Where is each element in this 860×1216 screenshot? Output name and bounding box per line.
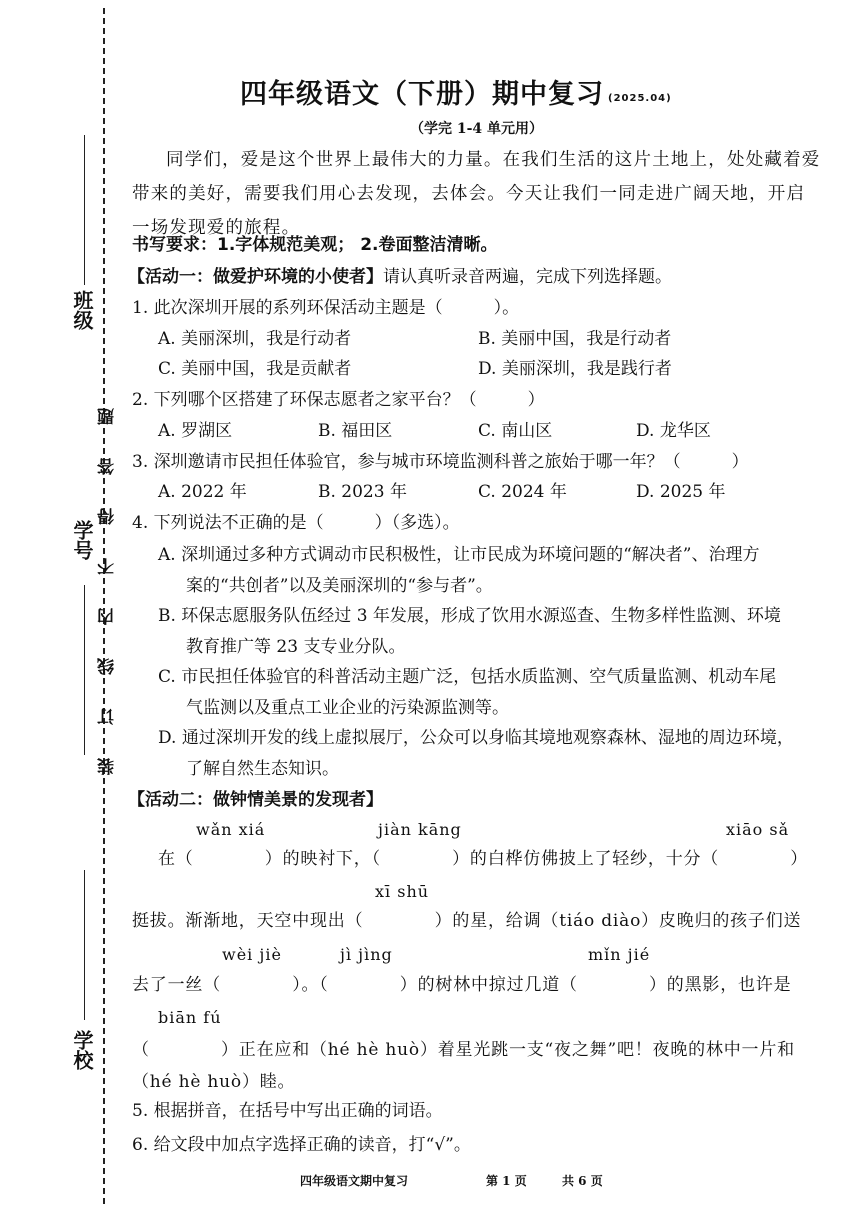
q4-option-b-line1[interactable]: B. 环保志愿服务队伍经过 3 年发展，形成了饮用水源巡查、生物多样性监测、环境	[158, 606, 781, 626]
exam-date: (2025.04)	[608, 93, 672, 104]
q2-stem: 2. 下列哪个区搭建了环保志愿者之家平台？（ ）	[132, 390, 545, 410]
class-blank-line	[84, 135, 85, 285]
pinyin-7: mǐn jié	[588, 945, 651, 964]
q4-option-d-line2: 了解自然生态知识。	[186, 759, 339, 779]
passage-line-4: （ ）正在应和（hé hè huò）着星光跳一支“夜之舞”吧！夜晚的林中一片和	[132, 1040, 795, 1060]
page-subtitle: （学完 1-4 单元用）	[410, 121, 544, 137]
q4-option-d-line1[interactable]: D. 通过深圳开发的线上虚拟展厅，公众可以身临其境地观察森林、湿地的周边环境，	[158, 728, 794, 748]
pinyin-4: xī shū	[375, 882, 430, 901]
student-id-label: 学号	[70, 520, 94, 560]
activity1-instruction: 请认真听录音两遍，完成下列选择题。	[383, 267, 672, 287]
pinyin-3: xiāo sǎ	[726, 820, 790, 839]
q6-stem: 6. 给文段中加点字选择正确的读音，打“√”。	[132, 1135, 471, 1155]
q3-option-a[interactable]: A. 2022 年	[158, 482, 247, 502]
q2-option-b[interactable]: B. 福田区	[318, 421, 393, 441]
passage-line-5: （hé hè huò）睦。	[132, 1072, 296, 1092]
passage-line-1: 在（ ）的映衬下，（ ）的白桦仿佛披上了轻纱，十分（ ）	[158, 849, 809, 869]
title-text: 四年级语文（下册）期中复习	[240, 79, 604, 110]
q4-option-b-line2: 教育推广等 23 支专业分队。	[186, 637, 406, 657]
page-title	[240, 72, 672, 111]
q4-option-c-line2: 气监测以及重点工业企业的污染源监测等。	[186, 698, 509, 718]
q4-option-c-line1[interactable]: C. 市民担任体验官的科普活动主题广泛，包括水质监测、空气质量监测、机动车尾	[158, 667, 777, 687]
q1-option-b[interactable]: B. 美丽中国，我是行动者	[478, 329, 672, 349]
pinyin-6: jì jìng	[340, 945, 393, 964]
q4-option-a-line1[interactable]: A. 深圳通过多种方式调动市民积极性，让市民成为环境问题的“解决者”、治理方	[158, 545, 760, 565]
school-label: 学校	[70, 1030, 94, 1070]
pinyin-8: biān fú	[158, 1008, 222, 1027]
q1-stem: 1. 此次深圳开展的系列环保活动主题是（ ）。	[132, 298, 520, 318]
passage-line-3: 去了一丝（ ）。（ ）的树林中掠过几道（ ）的黑影，也许是	[132, 975, 792, 995]
q3-stem: 3. 深圳邀请市民担任体验官，参与城市环境监测科普之旅始于哪一年？（ ）	[132, 452, 749, 472]
intro-paragraph: 同学们，爱是这个世界上最伟大的力量。在我们生活的这片土地上，处处藏着爱带来的美好，需要我们用心去发现，去体会。今天让我们一同走进广阔天地，开启一场发现爱的旅程。	[132, 150, 821, 238]
q4-stem: 4. 下列说法不正确的是（ ）（多选）。	[132, 513, 460, 533]
id-blank-line	[84, 585, 85, 755]
passage-line-2: 挺拔。渐渐地，天空中现出（ ）的星，给调（tiáo diào）皮晚归的孩子们送	[132, 911, 802, 931]
footer-page-number: 第 1 页	[486, 1174, 527, 1188]
footer-title: 四年级语文期中复习	[300, 1174, 409, 1188]
writing-requirements: 书写要求：1.字体规范美观； 2.卷面整洁清晰。	[132, 235, 498, 255]
pinyin-5: wèi jiè	[222, 945, 282, 964]
q2-option-c[interactable]: C. 南山区	[478, 421, 553, 441]
q3-option-c[interactable]: C. 2024 年	[478, 482, 567, 502]
activity1-heading: 【活动一：做爱护环境的小使者】	[128, 267, 383, 287]
q3-option-b[interactable]: B. 2023 年	[318, 482, 407, 502]
q1-option-a[interactable]: A. 美丽深圳，我是行动者	[158, 329, 352, 349]
class-label: 班级	[70, 290, 94, 330]
q2-option-d[interactable]: D. 龙华区	[636, 421, 711, 441]
activity2-heading: 【活动二：做钟情美景的发现者】	[128, 790, 383, 810]
q3-option-d[interactable]: D. 2025 年	[636, 482, 726, 502]
q1-option-d[interactable]: D. 美丽深圳，我是践行者	[478, 359, 672, 379]
q4-option-a-line2: 案的“共创者”以及美丽深圳的“参与者”。	[186, 576, 493, 596]
q1-option-c[interactable]: C. 美丽中国，我是贡献者	[158, 359, 352, 379]
pinyin-1: wǎn xiá	[196, 820, 266, 839]
pinyin-2: jiàn kāng	[378, 820, 462, 839]
seal-warning-text: 装 订 线 内 不 得 答 题	[98, 400, 118, 775]
q5-stem: 5. 根据拼音，在括号中写出正确的词语。	[132, 1101, 443, 1121]
school-blank-line	[84, 870, 85, 1020]
footer-total-pages: 共 6 页	[562, 1174, 603, 1188]
activity1-heading-row	[128, 266, 672, 290]
q2-option-a[interactable]: A. 罗湖区	[158, 421, 233, 441]
